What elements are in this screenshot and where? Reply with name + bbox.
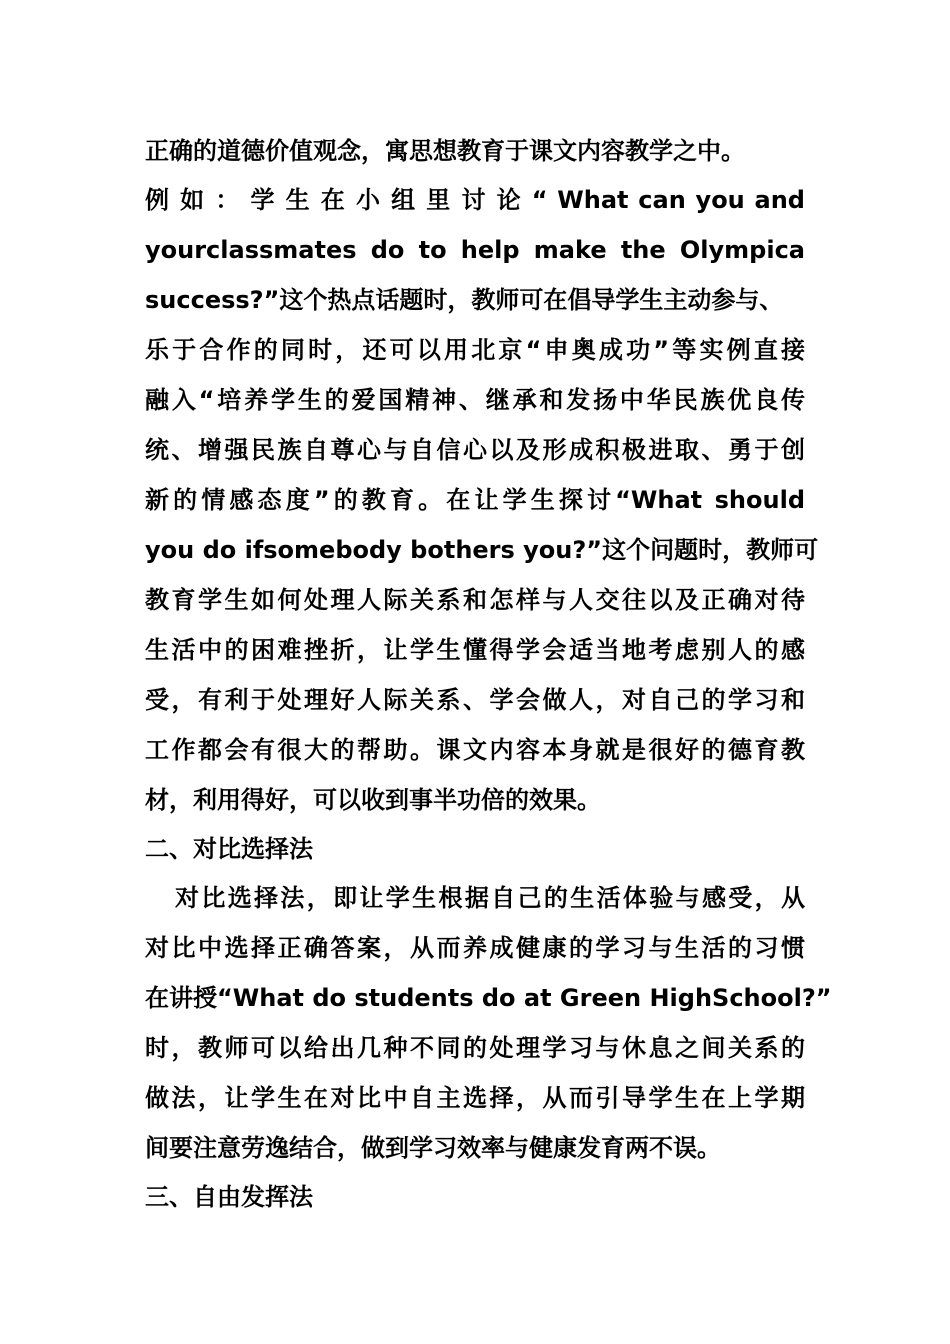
section-heading: 二、对比选择法 bbox=[145, 835, 313, 863]
paragraph-line: 在讲授“What do students do at Green HighSchool?” bbox=[145, 984, 832, 1012]
paragraph-line: 教育学生如何处理人际关系和怎样与人交往以及正确对待 bbox=[145, 586, 805, 614]
paragraph-line: 受，有利于处理好人际关系、学会做人，对自己的学习和 bbox=[145, 686, 805, 714]
paragraph-line: 对比选择法，即让学生根据自己的生活体验与感受，从 bbox=[175, 884, 805, 912]
paragraph-line: you do ifsomebody bothers you?”这个问题时，教师可 bbox=[145, 536, 819, 564]
paragraph-line: 融入“培养学生的爱国精神、继承和发扬中华民族优良传 bbox=[145, 386, 805, 414]
paragraph-line: 对比中选择正确答案，从而养成健康的学习与生活的习惯 bbox=[145, 934, 805, 962]
paragraph-line: 工作都会有很大的帮助。课文内容本身就是很好的德育教 bbox=[145, 736, 805, 764]
paragraph-line: success?”这个热点话题时，教师可在倡导学生主动参与、 bbox=[145, 286, 784, 314]
paragraph-line: 生活中的困难挫折，让学生懂得学会适当地考虑别人的感 bbox=[145, 636, 805, 664]
paragraph-line: 例 如 ： 学 生 在 小 组 里 讨 论 “ What can you and bbox=[145, 186, 805, 214]
paragraph-line: 新的情感态度”的教育。在让学生探讨“What should bbox=[145, 486, 805, 514]
paragraph-line: 间要注意劳逸结合，做到学习效率与健康发育两不误。 bbox=[145, 1134, 721, 1162]
paragraph-line: 做法，让学生在对比中自主选择，从而引导学生在上学期 bbox=[145, 1084, 805, 1112]
paragraph-line: 正确的道德价值观念，寓思想教育于课文内容教学之中。 bbox=[145, 137, 745, 165]
paragraph-line: yourclassmates do to help make the Olympica bbox=[145, 236, 805, 264]
paragraph-line: 材，利用得好，可以收到事半功倍的效果。 bbox=[145, 786, 601, 814]
paragraph-line: 时，教师可以给出几种不同的处理学习与休息之间关系的 bbox=[145, 1034, 805, 1062]
section-heading: 三、自由发挥法 bbox=[145, 1183, 313, 1211]
paragraph-line: 乐于合作的同时，还可以用北京“申奥成功”等实例直接 bbox=[145, 336, 805, 364]
paragraph-line: 统、增强民族自尊心与自信心以及形成积极进取、勇于创 bbox=[145, 436, 805, 464]
